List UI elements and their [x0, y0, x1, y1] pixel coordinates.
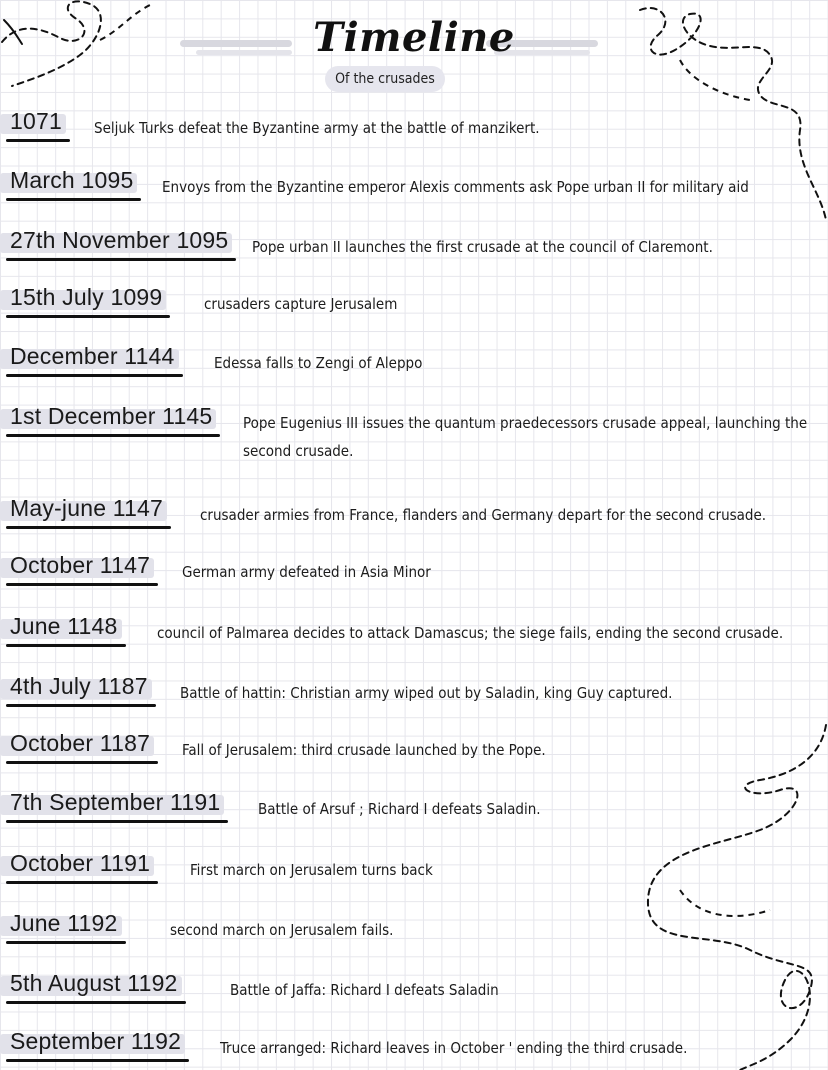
date-underline	[6, 761, 158, 764]
entry-date-wrap	[0, 850, 154, 879]
entry-date-wrap	[0, 108, 66, 137]
entry-text: Envoys from the Byzantine emperor Alexis comments ask Pope urban II for military aid	[162, 178, 749, 196]
entry-date-wrap	[0, 673, 152, 702]
date-underline	[6, 881, 158, 884]
entry-date: October 1147	[10, 552, 151, 578]
date-underline	[6, 1059, 189, 1062]
date-underline	[6, 1001, 186, 1004]
entry-date: 4th July 1187	[10, 673, 148, 699]
page-title: Timeline	[313, 14, 515, 61]
date-underline	[6, 374, 183, 377]
entry-text: Pope urban II launches the first crusade at the council of Claremont.	[252, 238, 713, 256]
entry-text: Fall of Jerusalem: third crusade launched by the Pope.	[182, 741, 546, 759]
entry-text: council of Palmarea decides to attack Damascus; the siege fails, ending the second crusade.	[157, 624, 784, 642]
entry-date-wrap	[0, 495, 167, 524]
entry-text: Truce arranged: Richard leaves in October ' ending the third crusade.	[220, 1039, 688, 1057]
entry-text: Battle of Jaffa: Richard I defeats Saladin	[230, 981, 499, 999]
entry-text: Battle of Arsuf ; Richard I defeats Saladin.	[258, 800, 541, 818]
date-underline	[6, 258, 236, 261]
entry-date-wrap	[0, 403, 216, 432]
entry-date: 5th August 1192	[10, 970, 178, 996]
entry-date: October 1187	[10, 730, 151, 756]
entry-date: September 1192	[10, 1028, 182, 1054]
entry-date: May-june 1147	[10, 495, 164, 521]
entry-date: 1st December 1145	[10, 403, 213, 429]
date-underline	[6, 315, 170, 318]
entry-date: 27th November 1095	[10, 227, 229, 253]
entry-text: German army defeated in Asia Minor	[182, 563, 431, 581]
entry-date-wrap	[0, 789, 224, 818]
date-underline	[6, 139, 70, 142]
entry-date: 7th September 1191	[10, 789, 221, 815]
page-subtitle: Of the crusades	[325, 66, 445, 92]
entry-text: First march on Jerusalem turns back	[190, 861, 433, 879]
entry-date: December 1144	[10, 343, 175, 369]
entry-date: June 1192	[10, 910, 118, 936]
bottom-right-doodle	[640, 720, 828, 1070]
entry-text: second march on Jerusalem fails.	[170, 921, 394, 939]
entry-date: 1071	[10, 108, 62, 134]
entry-date-wrap	[0, 970, 182, 999]
entry-text: Battle of hattin: Christian army wiped out by Saladin, king Guy captured.	[180, 684, 673, 702]
entry-date-wrap	[0, 910, 122, 939]
entry-text: Edessa falls to Zengi of Aleppo	[214, 354, 423, 372]
date-underline	[6, 704, 156, 707]
entry-date: June 1148	[10, 613, 118, 639]
date-underline	[6, 583, 158, 586]
entry-date-wrap	[0, 227, 232, 256]
entry-date: 15th July 1099	[10, 284, 163, 310]
date-underline	[6, 820, 228, 823]
entry-date: March 1095	[10, 167, 134, 193]
date-underline	[6, 198, 141, 201]
date-underline	[6, 434, 220, 437]
date-underline	[6, 644, 126, 647]
entry-date-wrap	[0, 343, 179, 372]
date-underline	[6, 526, 171, 529]
header	[0, 8, 828, 98]
entry-date-wrap	[0, 613, 122, 642]
entry-date-wrap	[0, 167, 137, 196]
entry-text: Pope Eugenius III issues the quantum praedecessors crusade appeal, launching the second crusade.	[243, 414, 808, 460]
entry-text: Seljuk Turks defeat the Byzantine army at the battle of manzikert.	[94, 119, 540, 137]
entry-date: October 1191	[10, 850, 151, 876]
entry-date-wrap	[0, 730, 154, 759]
entry-text: crusaders capture Jerusalem	[204, 295, 398, 313]
entry-text: crusader armies from France, flanders and Germany depart for the second crusade.	[200, 506, 767, 524]
date-underline	[6, 941, 126, 944]
entry-date-wrap	[0, 284, 166, 313]
entry-date-wrap	[0, 552, 154, 581]
entry-date-wrap	[0, 1028, 185, 1057]
